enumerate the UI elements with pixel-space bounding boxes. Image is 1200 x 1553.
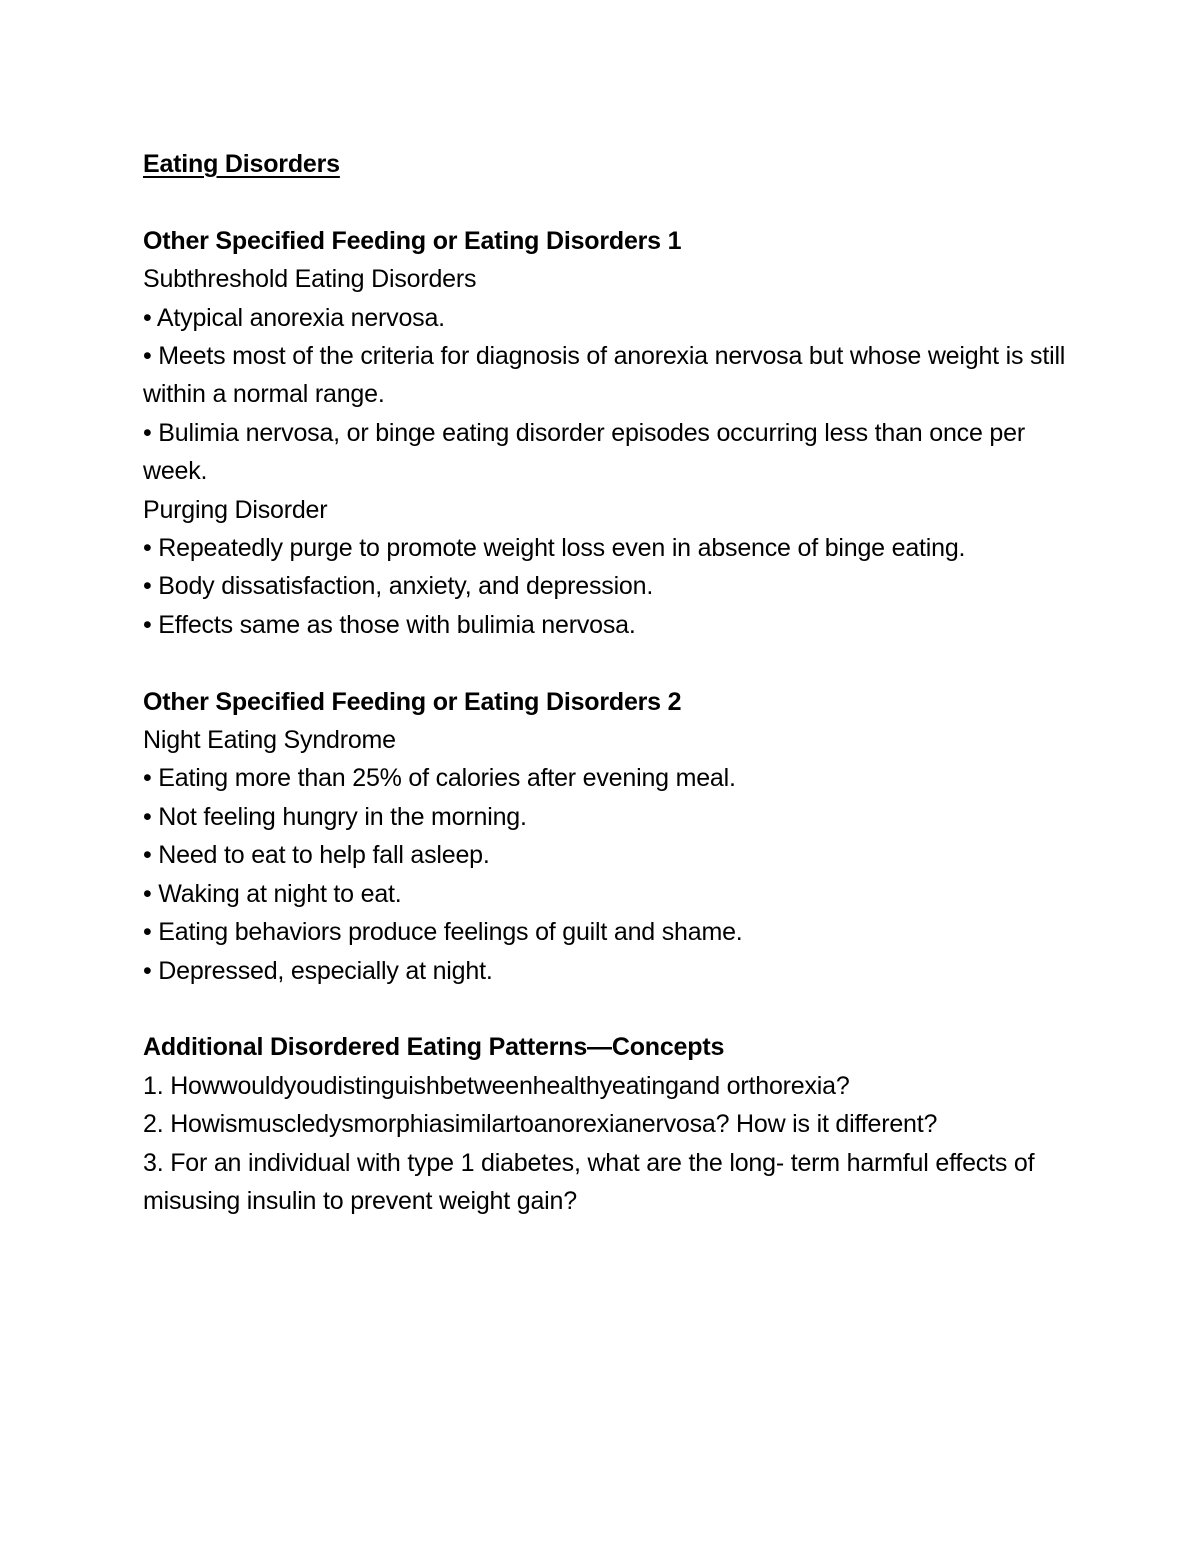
subheading: Night Eating Syndrome (143, 726, 396, 755)
bullet-item: • Bulimia nervosa, or binge eating disorder episodes occurring less than once per week. (143, 418, 1025, 486)
question-item: 1. Howwouldyoudistinguishbetweenhealthyeatingand orthorexia? (143, 1071, 850, 1100)
section-heading: Other Specified Feeding or Eating Disorders 2 (143, 687, 682, 716)
bullet-item: • Eating more than 25% of calories after evening meal. (143, 764, 736, 793)
bullet-item: • Repeatedly purge to promote weight loss even in absence of binge eating. (143, 534, 966, 563)
bullet-item: • Atypical anorexia nervosa. (143, 303, 445, 332)
spacer (143, 990, 1073, 1028)
bullet-item: • Eating behaviors produce feelings of guilt and shame. (143, 918, 743, 947)
bullet-item: • Waking at night to eat. (143, 879, 402, 908)
spacer (143, 183, 1073, 221)
question-item: 3. For an individual with type 1 diabetes, what are the long- term harmful effects of misusing insulin to prevent weight gain? (143, 1148, 1035, 1215)
subheading: Subthreshold Eating Disorders (143, 265, 477, 294)
bullet-item: • Depressed, especially at night. (143, 956, 493, 985)
bullet-item: • Need to eat to help fall asleep. (143, 841, 490, 870)
subheading: Purging Disorder (143, 495, 328, 524)
document-page (143, 145, 1073, 1220)
bullet-item: • Meets most of the criteria for diagnosis of anorexia nervosa but whose weight is still within a normal range. (143, 342, 1066, 409)
bullet-item: • Effects same as those with bulimia nervosa. (143, 610, 636, 639)
question-item: 2. Howismuscledysmorphiasimilartoanorexianervosa? How is it different? (143, 1110, 938, 1139)
section-heading: Other Specified Feeding or Eating Disorders 1 (143, 226, 682, 255)
section-1 (143, 222, 1073, 644)
section-heading: Additional Disordered Eating Patterns—Concepts (143, 1033, 725, 1062)
bullet-item: • Body dissatisfaction, anxiety, and depression. (143, 572, 654, 601)
bullet-item: • Not feeling hungry in the morning. (143, 802, 527, 831)
spacer (143, 644, 1073, 682)
section-2 (143, 683, 1073, 990)
section-3 (143, 1028, 1073, 1220)
document-title: Eating Disorders (143, 150, 340, 178)
